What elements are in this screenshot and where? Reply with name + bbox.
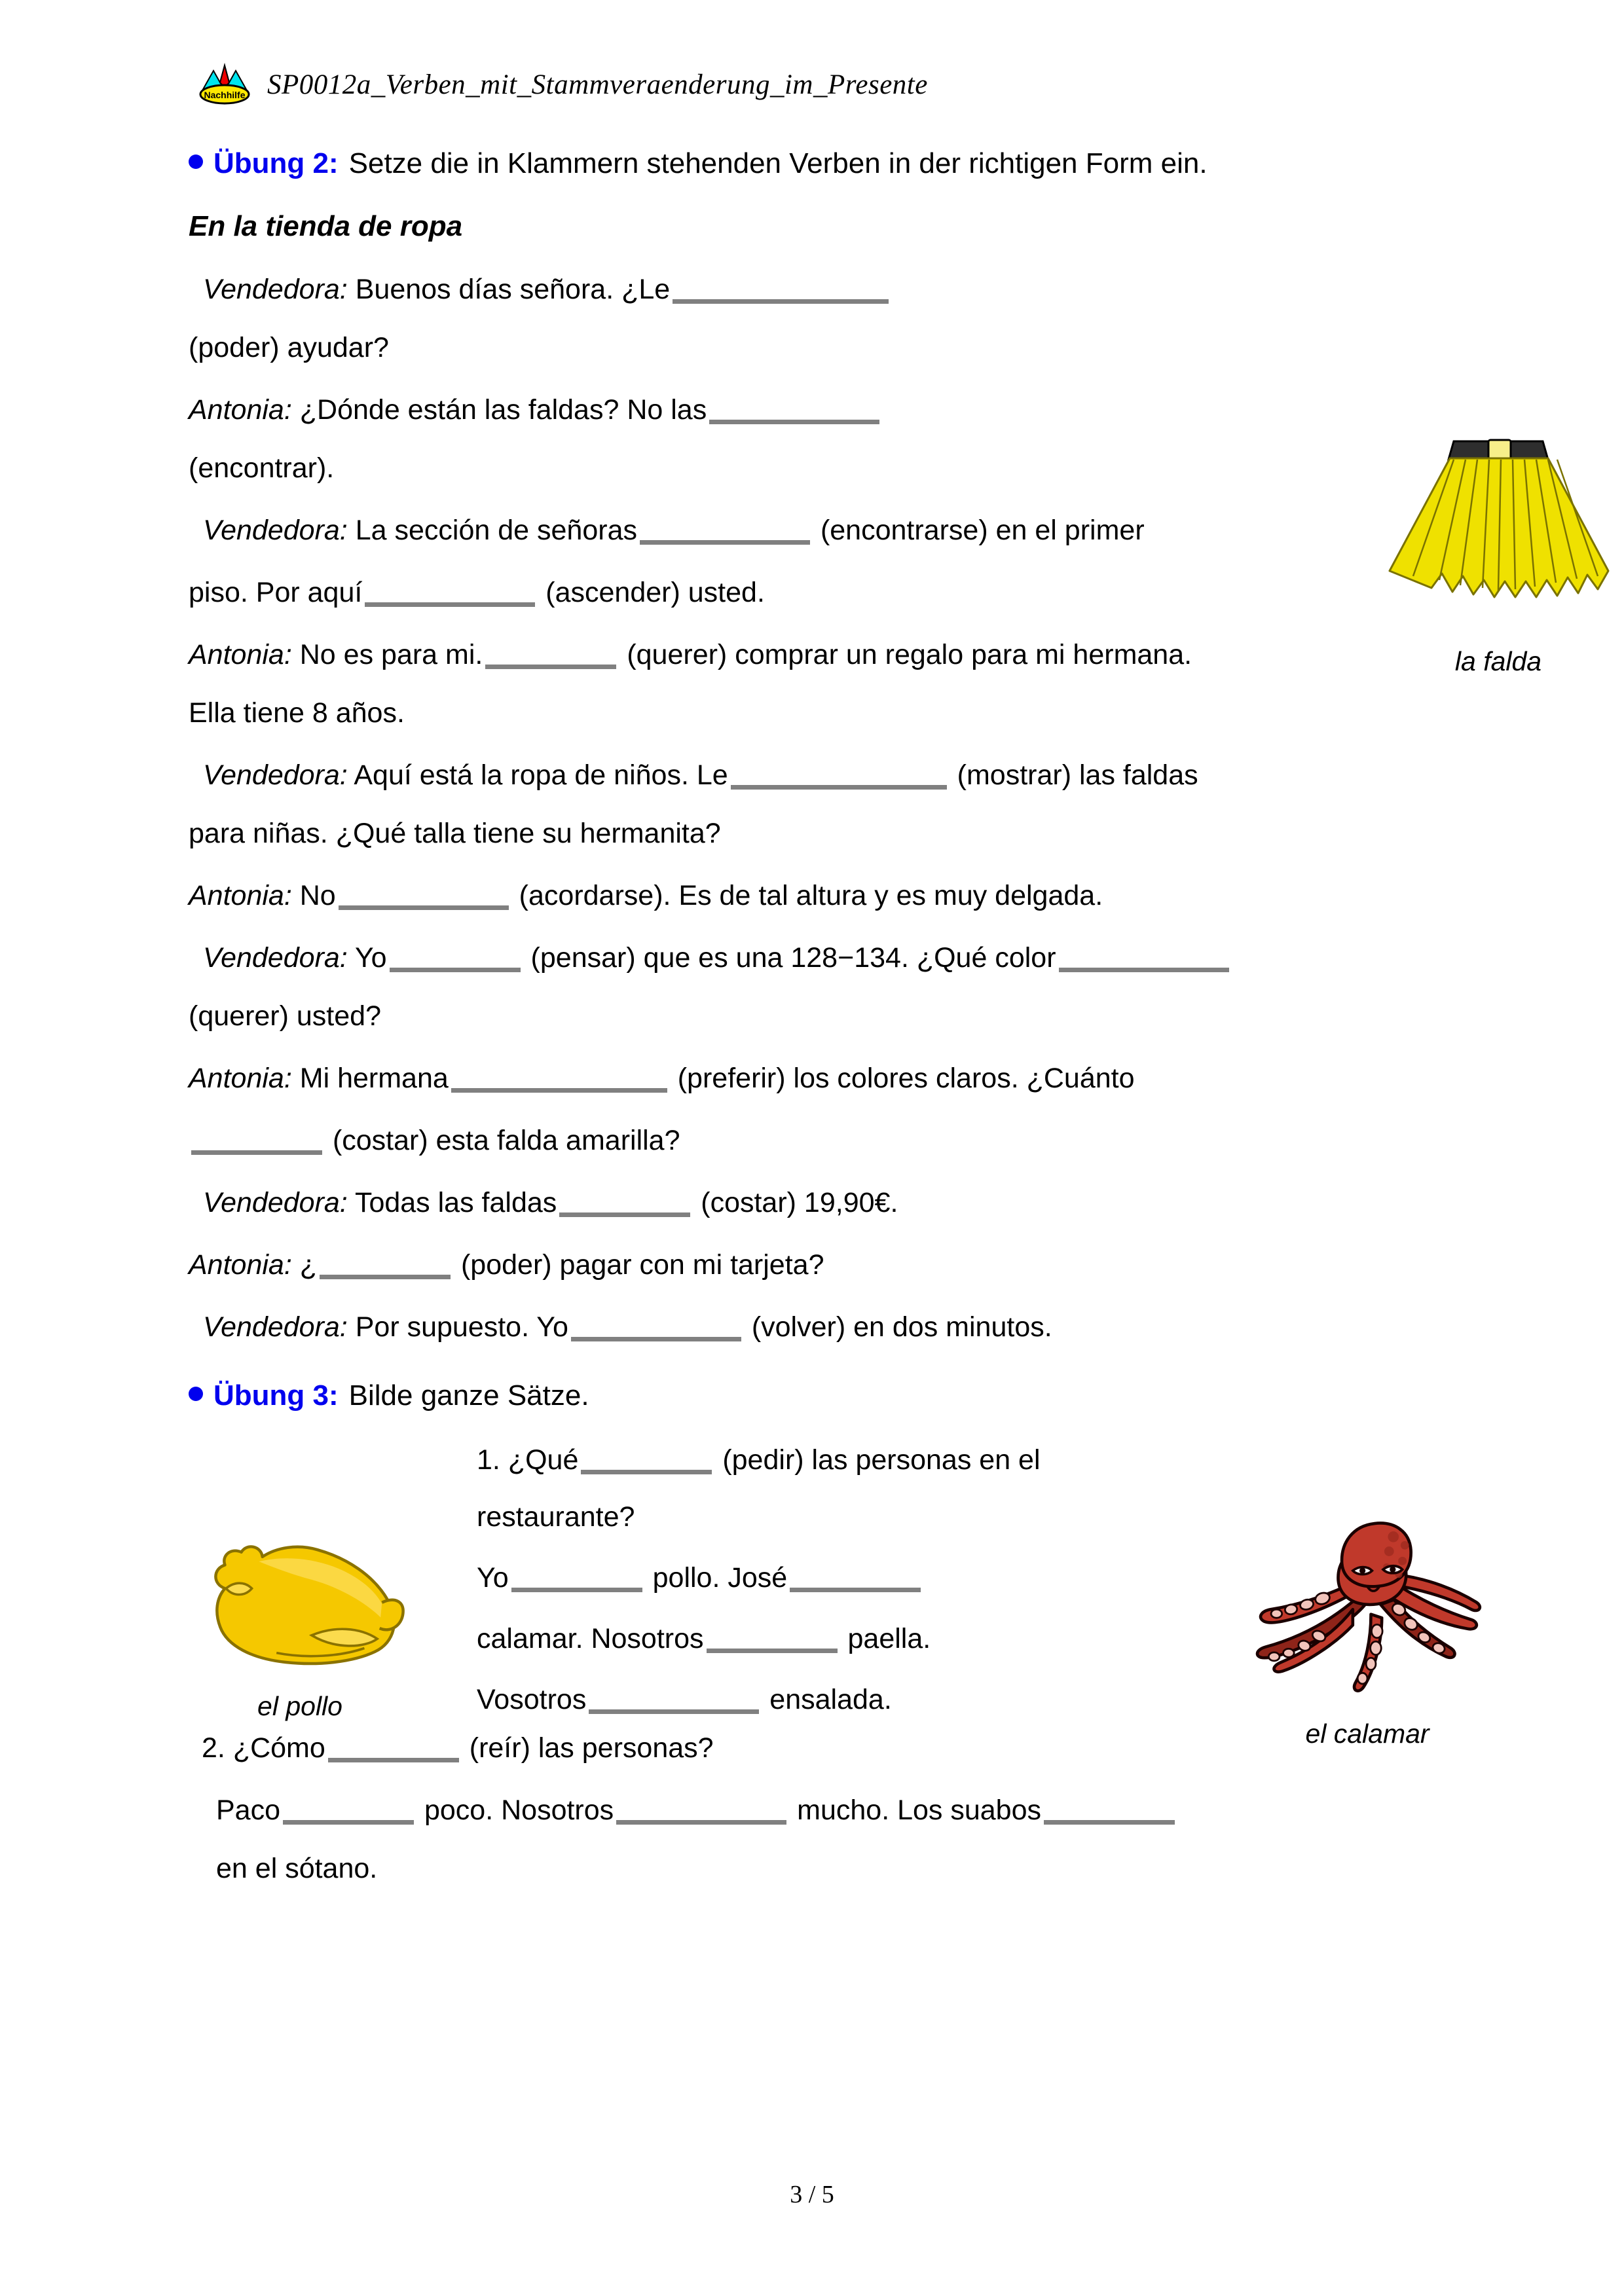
speaker-name: Antonia: [189, 394, 292, 426]
exercise-3-question-1 [477, 1442, 1086, 1714]
dialogue-text: ¿Dónde están las faldas? No las [299, 394, 707, 426]
question-line [202, 1730, 1452, 1762]
answer-blank[interactable] [1059, 940, 1229, 972]
exercise-3-instruction: Bilde ganze Sätze. [348, 1379, 589, 1412]
dialogue-line [189, 1061, 1452, 1093]
question-line [202, 1793, 1452, 1825]
dialogue-text: (poder) ayudar? [189, 332, 389, 363]
calamar-caption: el calamar [1305, 1719, 1430, 1749]
page-header [196, 63, 928, 106]
dialogue-line [189, 392, 1452, 424]
question-line [477, 1682, 1086, 1714]
answer-blank[interactable] [365, 575, 535, 607]
dialogue-line [189, 454, 1452, 483]
verb-hint: (volver) en dos minutos. [751, 1311, 1052, 1343]
dialogue-text: para niñas. ¿Qué talla tiene su hermanita? [189, 818, 721, 849]
answer-blank[interactable] [328, 1730, 459, 1762]
dialogue-text: Yo [354, 942, 387, 974]
verb-hint: (preferir) los colores claros. ¿Cuánto [677, 1063, 1135, 1094]
question-number: 1. [477, 1444, 500, 1476]
exercise-3-label: Übung 3: [213, 1379, 339, 1412]
question-line [477, 1503, 1086, 1531]
dialogue-text: No [299, 880, 336, 911]
question-text: calamar. Nosotros [477, 1623, 704, 1654]
dialogue-line [189, 575, 1452, 607]
dialogue-line [189, 878, 1452, 910]
page-footer [0, 2180, 1624, 2209]
dialogue-text: Por supuesto. Yo [355, 1311, 568, 1343]
dialogue-line [189, 1002, 1452, 1030]
answer-blank[interactable] [191, 1123, 322, 1155]
document-title: SP0012a_Verben_mit_Stammveraenderung_im_Presente [267, 69, 928, 100]
question-text: Paco [216, 1795, 281, 1826]
pollo-caption: el pollo [257, 1691, 342, 1721]
verb-hint: (poder) pagar con mi tarjeta? [460, 1249, 824, 1281]
calamar-illustration [1230, 1508, 1505, 1749]
verb-hint: (ascender) usted. [545, 577, 765, 608]
dialogue-line [189, 637, 1452, 669]
answer-blank[interactable] [320, 1247, 451, 1279]
question-text: paella. [847, 1623, 931, 1654]
dialogue-text: Mi hermana [299, 1063, 449, 1094]
speaker-name: Vendedora: [203, 515, 348, 546]
verb-hint: (mostrar) las faldas [957, 759, 1198, 791]
question-text: ensalada. [769, 1684, 892, 1715]
speaker-name: Vendedora: [203, 1311, 348, 1343]
answer-blank[interactable] [1044, 1793, 1175, 1825]
question-line [202, 1855, 1452, 1883]
dialogue-text: (encontrar). [189, 452, 335, 484]
answer-blank[interactable] [673, 272, 889, 304]
worksheet-content [189, 147, 1542, 1913]
svg-text:Nachhilfe: Nachhilfe [204, 90, 246, 100]
verb-hint: (pedir) las personas en el [722, 1444, 1041, 1476]
dialogue-line [189, 757, 1452, 790]
dialogue-line [189, 699, 1452, 727]
answer-blank[interactable] [559, 1185, 690, 1217]
chicken-icon [189, 1527, 411, 1680]
dialogue-text: ¿ [299, 1249, 318, 1281]
answer-blank[interactable] [283, 1793, 414, 1825]
question-text: mucho. Los suabos [797, 1795, 1042, 1826]
dialogue-text: (querer) usted? [189, 1000, 381, 1032]
dialogue-text: Todas las faldas [354, 1187, 557, 1218]
exercise-3-heading [189, 1379, 1452, 1412]
nachhilfe-logo-icon [196, 63, 253, 106]
question-text: restaurante? [477, 1501, 635, 1533]
question-text: poco. Nosotros [424, 1795, 614, 1826]
question-text: Yo [477, 1562, 509, 1594]
page-number: 3 / 5 [790, 2181, 834, 2208]
answer-blank[interactable] [511, 1560, 642, 1592]
verb-hint: (costar) esta falda amarilla? [332, 1125, 680, 1156]
answer-blank[interactable] [790, 1560, 921, 1592]
question-text: ¿Cómo [232, 1732, 325, 1764]
dialogue-line [189, 820, 1452, 848]
dialogue-subtitle: En la tienda de ropa [189, 210, 463, 242]
verb-hint: (acordarse). Es de tal altura y es muy delgada. [519, 880, 1103, 911]
dialogue-text: Aquí está la ropa de niños. Le [354, 759, 728, 791]
verb-hint: (pensar) que es una 128−134. ¿Qué color [530, 942, 1056, 974]
speaker-name: Antonia: [189, 880, 292, 911]
dialogue-text: No es para mi. [299, 639, 483, 670]
question-line [477, 1621, 1086, 1653]
dialogue-line [189, 513, 1452, 545]
dialogue-text: La sección de señoras [355, 515, 637, 546]
exercise-2-instruction: Setze die in Klammern stehenden Verben in der richtigen Form ein. [348, 147, 1208, 179]
answer-blank[interactable] [616, 1793, 786, 1825]
question-text: ¿Qué [507, 1444, 579, 1476]
answer-blank[interactable] [640, 513, 810, 545]
dialogue-line [189, 940, 1452, 972]
answer-blank[interactable] [589, 1682, 759, 1714]
dialogue-text: piso. Por aquí [189, 577, 363, 608]
octopus-icon [1246, 1508, 1488, 1707]
question-text: en el sótano. [216, 1853, 378, 1884]
verb-hint: (costar) 19,90€. [701, 1187, 898, 1218]
verb-hint: (querer) comprar un regalo para mi hermana. [627, 639, 1192, 670]
answer-blank[interactable] [709, 392, 879, 424]
answer-blank[interactable] [707, 1621, 838, 1653]
dialogue-line [189, 1123, 1452, 1155]
pollo-illustration [169, 1527, 431, 1722]
answer-blank[interactable] [451, 1061, 667, 1093]
verb-hint: (encontrarse) en el primer [820, 515, 1145, 546]
speaker-name: Antonia: [189, 1063, 292, 1094]
exercise-3-question-2 [189, 1730, 1452, 1883]
dialogue-text: Ella tiene 8 años. [189, 697, 405, 729]
answer-blank[interactable] [390, 940, 521, 972]
question-number: 2. [202, 1732, 225, 1764]
question-text: pollo. José [652, 1562, 788, 1594]
question-text: Vosotros [477, 1684, 587, 1715]
dialogue-line [189, 334, 1452, 362]
speaker-name: Vendedora: [203, 759, 348, 791]
question-line [477, 1560, 1086, 1592]
exercise-2-label: Übung 2: [213, 147, 339, 179]
exercise-2-heading [189, 147, 1452, 180]
bullet-icon [189, 1387, 203, 1401]
question-line [477, 1442, 1086, 1474]
dialogue-line [189, 1309, 1452, 1341]
answer-blank[interactable] [581, 1442, 712, 1474]
dialogue-line [189, 1247, 1452, 1279]
speaker-name: Antonia: [189, 1249, 292, 1281]
speaker-name: Vendedora: [203, 274, 348, 305]
dialogue-text: Buenos días señora. ¿Le [355, 274, 671, 305]
answer-blank[interactable] [339, 878, 509, 910]
verb-hint: (reír) las personas? [469, 1732, 714, 1764]
speaker-name: Antonia: [189, 639, 292, 670]
answer-blank[interactable] [731, 757, 947, 790]
answer-blank[interactable] [485, 637, 616, 669]
falda-caption: la falda [1454, 646, 1542, 676]
dialogue-line [189, 272, 1452, 304]
bullet-icon [189, 155, 203, 169]
speaker-name: Vendedora: [203, 942, 348, 974]
speaker-name: Vendedora: [203, 1187, 348, 1218]
dialogue-line [189, 1185, 1452, 1217]
answer-blank[interactable] [571, 1309, 741, 1341]
